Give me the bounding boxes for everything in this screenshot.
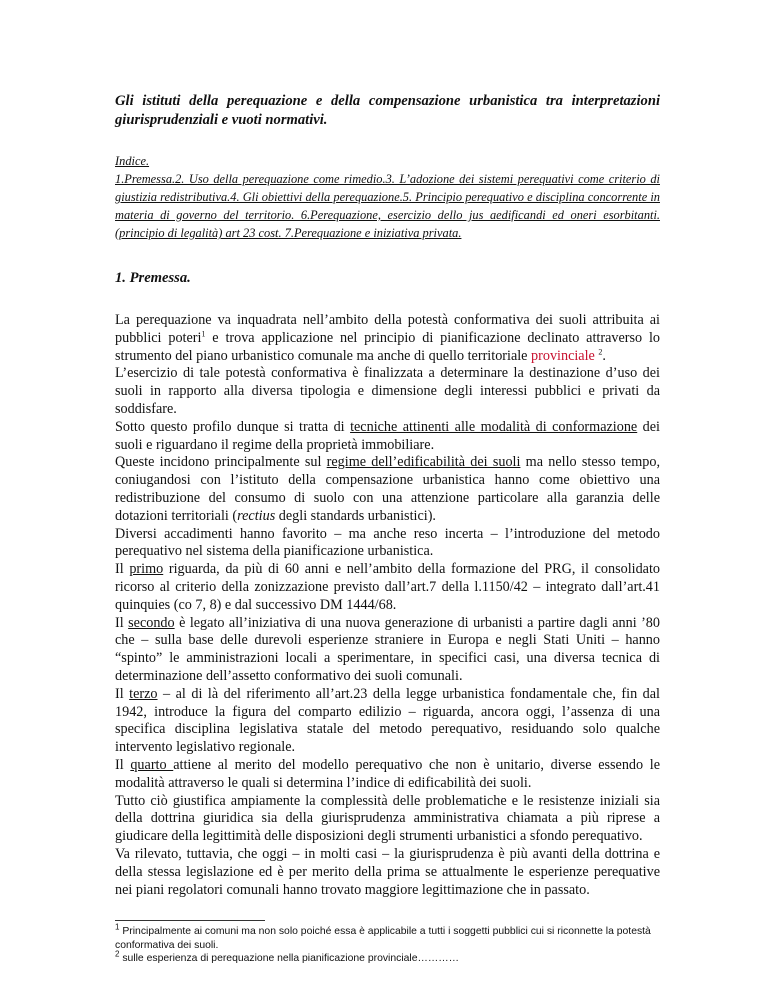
text-run: Il bbox=[115, 756, 131, 773]
footnote-separator bbox=[115, 920, 265, 921]
index-label: Indice. bbox=[115, 154, 150, 168]
text-run: è legato all’iniziativa di una nuova generazione di urbanisti a partire dagli anni ’80 che – sulla base delle durevoli esperienze straniere in Europa e negli Stati Uniti – hanno “spinto” le amministrazioni locali a sperimentare, in specifici casi, una diversa tecnica di determinazione dell’assetto conformativo dei suoli comunali. bbox=[115, 614, 660, 684]
section-heading: 1. Premessa. bbox=[115, 270, 191, 286]
footnotes bbox=[115, 922, 660, 965]
text-run: . bbox=[602, 347, 606, 364]
paragraph: Diversi accadimenti hanno favorito – ma anche reso incerta – l’introduzione del metodo perequativo nel sistema della pianificazione urbanistica. bbox=[115, 525, 660, 560]
text-run: La perequazione va inquadrata nell’ambito della potestà conformativa dei suoli attribuita ai pubblici poteri bbox=[115, 312, 660, 346]
text-run: dei suoli e riguardano il regime della proprietà immobiliare. bbox=[115, 418, 660, 453]
footnote-text: Principalmente ai comuni ma non solo poiché essa è applicabile a tutti i soggetti pubblici cui si riconnette la potestà conformativa dei suoli. bbox=[115, 926, 651, 951]
highlighted-word: provinciale bbox=[531, 347, 595, 364]
paragraph: L’esercizio di tale potestà conformativa è finalizzata a determinare la destinazione d’uso dei suoli in rapporto alla diversa tipologia e dimensione degli interessi pubblici e privati da soddisfare. bbox=[115, 365, 660, 417]
text-run: ma nello stesso tempo, coniugandosi con l’istituto della compensazione urbanistica hanno come obiettivo una redistribuzione del consumo di suolo con una attenzione particolare alla garanzia delle dotazioni territoriali ( bbox=[115, 454, 660, 524]
footnote-number: 1 bbox=[115, 922, 120, 932]
footnote bbox=[115, 949, 660, 965]
document-page bbox=[115, 92, 660, 965]
text-run: – al di là del riferimento all’art.23 della legge urbanistica fondamentale che, fin dal 1942, introduce la figura del comparto edilizio – riguarda, ancora oggi, l’assenza di una specifica disciplina legislativa statale del metodo perequativo, residuando solo qualche intervento legislativo regionale. bbox=[115, 685, 660, 756]
paragraph: Tutto ciò giustifica ampiamente la complessità delle problematiche e le resistenze iniziali sia della dottrina giuridica sia della giurisprudenza amministrativa chiamata a più riprese a giudicare della legittimità delle disposizioni degli strumenti urbanistici a sfondo perequativo. bbox=[115, 792, 660, 845]
italic-word: rectius bbox=[237, 507, 276, 524]
text-run: degli standards urbanistici). bbox=[275, 507, 436, 524]
text-run: Queste incidono principalmente sul bbox=[115, 454, 327, 471]
footnote-ref[interactable]: 2 bbox=[598, 346, 603, 356]
table-of-contents bbox=[115, 152, 660, 242]
paragraph bbox=[115, 312, 660, 365]
text-run: riguarda, da più di 60 anni e nell’ambito della formazione del PRG, il consolidato ricorso al criterio della zonizzazione previsto dall’art.7 della l.1150/42 – integrato dall’art.41 quinquies (co 7, 8) e dal successivo DM 1444/68. bbox=[115, 561, 661, 613]
paragraph bbox=[115, 454, 660, 525]
text-run: Il bbox=[115, 561, 130, 578]
underlined-phrase: quarto bbox=[130, 756, 174, 773]
text-run: attiene al merito del modello perequativo che non è unitario, diverse essendo le modalità attraverso le quali si determina l’indice di edificabilità dei suoli. bbox=[115, 756, 661, 791]
paragraph bbox=[115, 561, 660, 614]
paragraph bbox=[115, 757, 660, 793]
underlined-phrase: primo bbox=[129, 561, 164, 578]
footnote-number: 2 bbox=[115, 949, 120, 959]
text-run: e trova applicazione nel principio di pianificazione declinato attraverso lo strumento del piano urbanistico comunale ma anche di quello territoriale bbox=[115, 329, 661, 364]
index-text: 1.Premessa.2. Uso della perequazione come rimedio.3. L’adozione dei sistemi perequativi come criterio di giustizia redistributiva.4. Gli obiettivi della perequazione.5. Principio perequativo e disciplina concorrente in materia di governo del territorio. 6.Perequazione, esercizio dello jus aedificandi ed oneri esorbitanti.(principio di legalità) art 23 cost. 7.Perequazione e iniziativa privata. bbox=[115, 172, 660, 240]
paragraph bbox=[115, 615, 660, 686]
document-title: Gli istituti della perequazione e della compensazione urbanistica tra interpretazioni giurisprudenziali e vuoti normativi. bbox=[115, 93, 660, 128]
text-run: Il bbox=[115, 614, 129, 631]
footnote-ref[interactable]: 1 bbox=[201, 329, 206, 339]
underlined-phrase: tecniche attinenti alle modalità di conformazione bbox=[350, 418, 638, 435]
underlined-phrase: secondo bbox=[128, 614, 175, 631]
body-text bbox=[115, 312, 660, 899]
text-run: Sotto questo profilo dunque si tratta di bbox=[115, 418, 351, 435]
text-run: Il bbox=[115, 685, 130, 702]
paragraph bbox=[115, 419, 660, 455]
underlined-phrase: regime dell’edificabilità dei suoli bbox=[326, 454, 521, 471]
paragraph bbox=[115, 686, 660, 757]
underlined-phrase: terzo bbox=[129, 685, 158, 702]
footnote bbox=[115, 922, 660, 951]
paragraph: Va rilevato, tuttavia, che oggi – in molti casi – la giurisprudenza è più avanti della dottrina e della stessa legislazione ed è per merito della prima se attualmente le esperienze perequative nei piani regolatori comunali hanno trovato maggiore legittimazione che in passato. bbox=[115, 845, 660, 898]
footnote-text: sulle esperienza di perequazione nella pianificazione provinciale………… bbox=[119, 952, 460, 964]
